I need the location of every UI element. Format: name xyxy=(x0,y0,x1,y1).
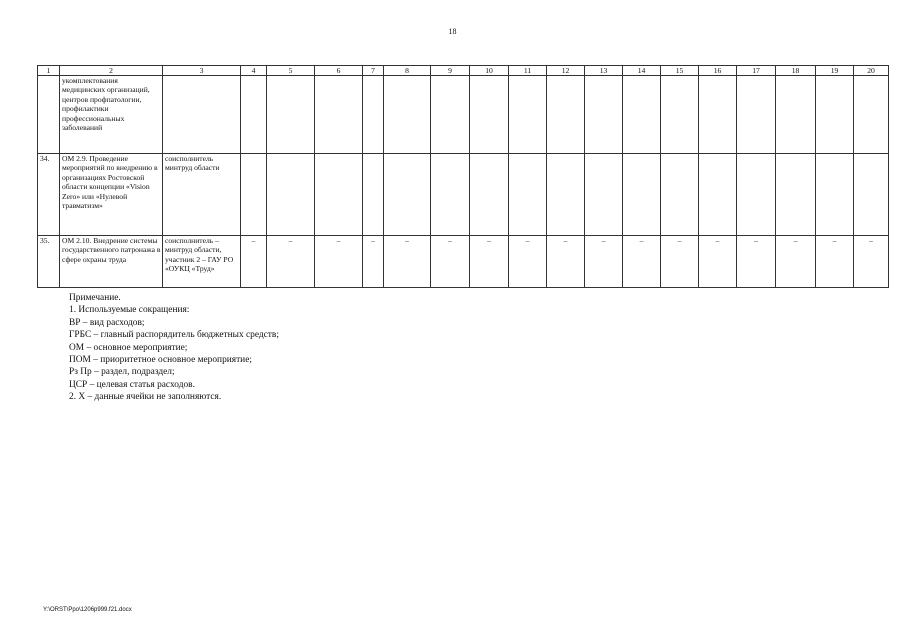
value-cell xyxy=(737,154,776,236)
value-cell xyxy=(737,76,776,154)
value-cell: – xyxy=(384,236,431,288)
value-cell: – xyxy=(431,236,470,288)
value-cell: – xyxy=(241,236,267,288)
value-cell: – xyxy=(816,236,854,288)
executor: соисполнитель – минтруд области, участник 2 – ГАУ РО «ОУКЦ «Труд» xyxy=(163,236,241,288)
value-cell: – xyxy=(315,236,363,288)
value-cell xyxy=(776,76,816,154)
value-cell xyxy=(661,76,699,154)
value-cell xyxy=(267,76,315,154)
value-cell: – xyxy=(363,236,384,288)
table-row xyxy=(38,76,889,154)
executor xyxy=(163,76,241,154)
value-cell: – xyxy=(661,236,699,288)
value-cell xyxy=(241,154,267,236)
measure-name: ОМ 2.9. Проведение мероприятий по внедрению в организациях Ростовской области концепции «Vision Zero» или «Нулевой травматизм» xyxy=(60,154,163,236)
column-number: 15 xyxy=(661,66,699,76)
note-line: Рз Пр – раздел, подраздел; xyxy=(69,367,175,378)
column-number: 8 xyxy=(384,66,431,76)
value-cell xyxy=(384,76,431,154)
value-cell xyxy=(315,76,363,154)
value-cell xyxy=(384,154,431,236)
row-number xyxy=(38,76,60,154)
value-cell: – xyxy=(854,236,889,288)
value-cell xyxy=(816,154,854,236)
measure-name: укомплектования медицинских организаций, центров профпатологии, профилактики профессиональных заболеваний xyxy=(60,76,163,154)
column-number: 18 xyxy=(776,66,816,76)
note-line: ПОМ – приоритетное основное мероприятие; xyxy=(69,355,252,366)
column-number: 4 xyxy=(241,66,267,76)
value-cell xyxy=(470,76,509,154)
value-cell xyxy=(585,154,623,236)
executor: соисполнитель минтруд области xyxy=(163,154,241,236)
note-line: 2. Х – данные ячейки не заполняются. xyxy=(69,392,222,403)
column-number: 6 xyxy=(315,66,363,76)
row-number: 34. xyxy=(38,154,60,236)
value-cell: – xyxy=(267,236,315,288)
note-line: 1. Используемые сокращения: xyxy=(69,305,190,316)
table-row xyxy=(38,154,889,236)
column-number: 2 xyxy=(60,66,163,76)
value-cell xyxy=(509,154,547,236)
value-cell xyxy=(854,76,889,154)
column-number: 16 xyxy=(699,66,737,76)
column-number: 3 xyxy=(163,66,241,76)
page-number: 18 xyxy=(448,27,457,36)
table-header-row xyxy=(38,66,889,76)
value-cell xyxy=(241,76,267,154)
value-cell xyxy=(267,154,315,236)
column-number: 14 xyxy=(623,66,661,76)
column-number: 10 xyxy=(470,66,509,76)
value-cell xyxy=(547,76,585,154)
value-cell: – xyxy=(547,236,585,288)
file-path-footer: Y:\ORST\Ppo\1206p999.f21.docx xyxy=(43,607,132,613)
note-line: ЦСР – целевая статья расходов. xyxy=(69,379,195,390)
column-number: 9 xyxy=(431,66,470,76)
value-cell: – xyxy=(623,236,661,288)
value-cell xyxy=(699,76,737,154)
column-number: 19 xyxy=(816,66,854,76)
column-number: 5 xyxy=(267,66,315,76)
value-cell xyxy=(699,154,737,236)
row-number: 35. xyxy=(38,236,60,288)
column-number: 7 xyxy=(363,66,384,76)
value-cell xyxy=(470,154,509,236)
value-cell: – xyxy=(509,236,547,288)
column-number: 17 xyxy=(737,66,776,76)
note-line: ГРБС – главный распорядитель бюджетных средств; xyxy=(69,330,279,341)
value-cell: – xyxy=(585,236,623,288)
notes-title: Примечание. xyxy=(69,293,121,303)
note-line: ОМ – основное мероприятие; xyxy=(69,342,188,353)
value-cell xyxy=(661,154,699,236)
measure-name: ОМ 2.10. Внедрение системы государственного патронажа в сфере охраны труда xyxy=(60,236,163,288)
value-cell xyxy=(776,154,816,236)
note-line: ВР – вид расходов; xyxy=(69,317,145,328)
value-cell xyxy=(585,76,623,154)
column-number: 12 xyxy=(547,66,585,76)
column-number: 11 xyxy=(509,66,547,76)
value-cell xyxy=(363,154,384,236)
value-cell: – xyxy=(470,236,509,288)
value-cell xyxy=(854,154,889,236)
value-cell xyxy=(623,76,661,154)
table-row xyxy=(38,236,889,288)
column-number: 20 xyxy=(854,66,889,76)
column-number: 13 xyxy=(585,66,623,76)
value-cell xyxy=(547,154,585,236)
measures-table xyxy=(37,65,889,288)
column-number: 1 xyxy=(38,66,60,76)
notes-block xyxy=(69,292,279,404)
value-cell xyxy=(431,154,470,236)
value-cell: – xyxy=(699,236,737,288)
value-cell xyxy=(431,76,470,154)
value-cell: – xyxy=(737,236,776,288)
value-cell xyxy=(816,76,854,154)
value-cell: – xyxy=(776,236,816,288)
value-cell xyxy=(623,154,661,236)
value-cell xyxy=(315,154,363,236)
value-cell xyxy=(363,76,384,154)
value-cell xyxy=(509,76,547,154)
